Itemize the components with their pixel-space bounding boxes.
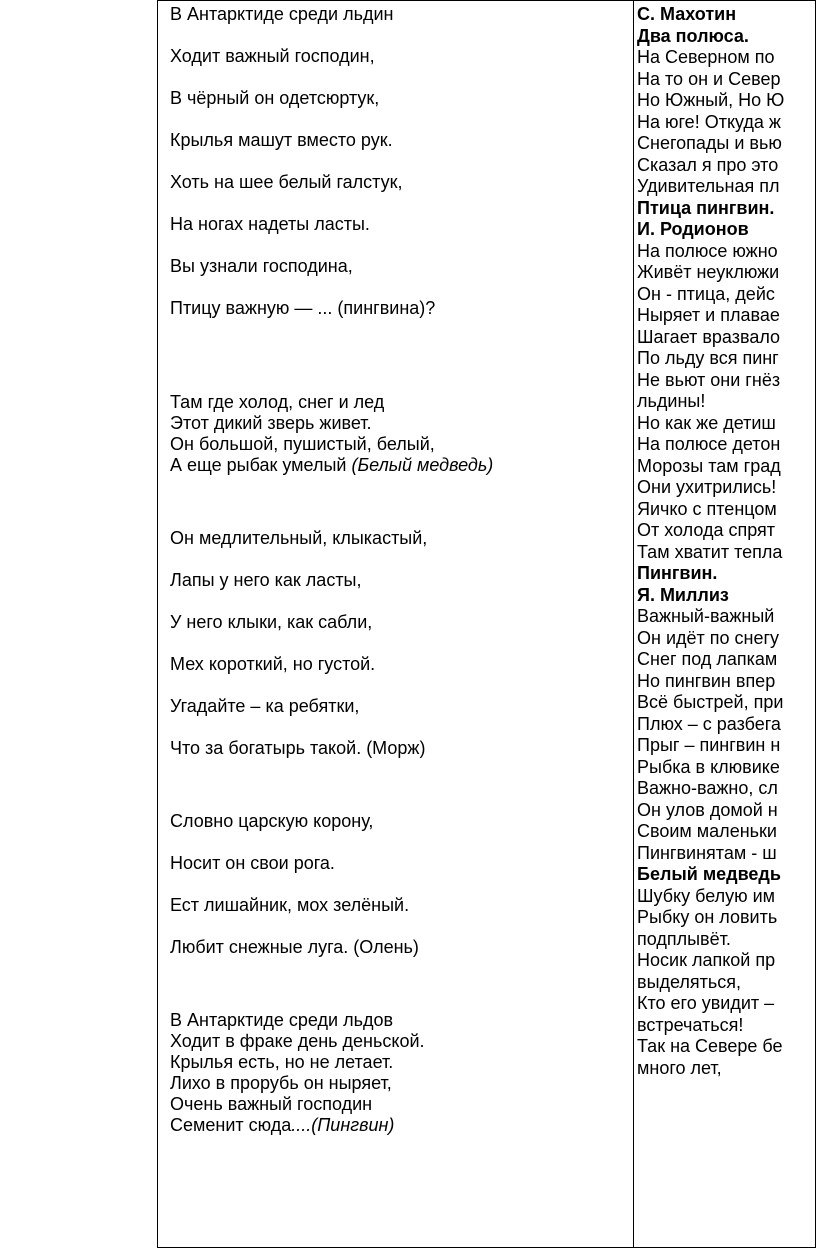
poem-line: Важный-важный [637, 606, 775, 626]
poem-heading: Белый медведь [637, 864, 781, 884]
poems-column [637, 4, 816, 1244]
riddle-line: Хоть на шее белый галстук, [170, 172, 403, 192]
poem-line: Морозы там град [637, 455, 781, 476]
riddle-line: Ест лишайник, мох зелёный. [170, 895, 410, 915]
poem-line: выделяться, [637, 971, 742, 992]
riddle-line: Вы узнали господина, [170, 256, 353, 276]
poem-line: Так на Севере бе [637, 1036, 783, 1056]
riddle-walrus [170, 528, 628, 759]
poem-line: На юге! Откуда ж [637, 111, 781, 132]
riddle-line-text: Семенит сюда [170, 1115, 292, 1135]
riddle-line: Что за богатырь такой. (Морж) [170, 738, 426, 758]
poem-line: По льду вся пинг [637, 348, 779, 368]
riddle-line: Птицу важную — ... (пингвина)? [170, 298, 436, 318]
riddle-line: Ходит в фраке день деньской. [170, 1031, 425, 1051]
riddle-line: На ногах надеты ласты. [170, 214, 370, 234]
poem-line: Рыбку он ловить [637, 907, 778, 927]
poem-line: Рыбка в клювике [637, 756, 780, 777]
riddle-reindeer [170, 811, 628, 958]
riddle-line: Угадайте – ка ребятки, [170, 696, 360, 716]
poem-line: На полюсе южно [637, 240, 778, 261]
poem-line: Он идёт по снегу [637, 627, 780, 648]
poem-line: На полюсе детон [637, 434, 781, 454]
poem-line: Но как же детиш [637, 412, 776, 433]
riddle-line: Любит снежные луга. (Олень) [170, 937, 419, 957]
riddle-line [170, 455, 628, 476]
riddle-line: Он медлительный, клыкастый, [170, 528, 428, 548]
riddle-line-text: А еще рыбак умелый [170, 455, 352, 475]
poem-line: Но пингвин впер [637, 670, 776, 691]
poem-line: Но Южный, Но Ю [637, 90, 785, 110]
poem-line: Ныряет и плавае [637, 305, 780, 325]
poem-line: На Северном по [637, 47, 775, 67]
poem-line: Кто его увидит – [637, 993, 775, 1013]
table-border-top [157, 0, 816, 1]
poem-line: Сказал я про это [637, 154, 779, 175]
poem-heading: С. Махотин [637, 4, 737, 24]
poem-line: подплывёт. [637, 928, 731, 949]
poem-heading: Два полюса. [637, 25, 749, 46]
poem-line: Своим маленьки [637, 821, 777, 841]
riddle-line: Крылья машут вместо рук. [170, 130, 393, 150]
poem-line: много лет, [637, 1057, 722, 1078]
poem-line: Важно-важно, сл [637, 778, 778, 798]
riddle-line: Носит он свои рога. [170, 853, 335, 873]
table-border-bottom [157, 1247, 816, 1248]
poem-line: Шагает вразвало [637, 326, 781, 347]
riddle-line: В Антарктиде среди льдин [170, 4, 394, 24]
riddle-answer: ....(Пингвин) [291, 1115, 395, 1135]
riddle-line: Лихо в прорубь он ныряет, [170, 1073, 392, 1093]
riddle-line: Очень важный господин [170, 1094, 373, 1114]
riddle-line: Крылья есть, но не летает. [170, 1052, 394, 1072]
poem-line: Он улов домой н [637, 799, 778, 820]
poem-heading: Птица пингвин. [637, 197, 775, 218]
riddle-line: Ходит важный господин, [170, 46, 375, 66]
riddle-penguin-2 [170, 1010, 628, 1136]
riddle-line: В Антарктиде среди льдов [170, 1010, 394, 1030]
poem-line: Там хватит тепла [637, 541, 783, 562]
poem-line: На то он и Север [637, 68, 781, 89]
poem-line: Он - птица, дейс [637, 283, 775, 304]
poem-line: Яичко с птенцом [637, 498, 777, 519]
poem-line: Всё быстрей, при [637, 692, 784, 712]
poem-line: Удивительная пл [637, 176, 780, 196]
table-border-left [157, 0, 158, 1248]
table-border-middle [633, 0, 634, 1248]
riddle-line: Там где холод, снег и лед [170, 392, 385, 412]
poem-line: льдины! [637, 391, 706, 411]
riddle-penguin-1 [170, 4, 628, 319]
poem-line: Снег под лапкам [637, 649, 778, 669]
riddle-polar-bear [170, 392, 628, 476]
poem-line: Не вьют они гнёз [637, 369, 781, 390]
riddles-column [170, 4, 628, 1244]
poem-line: Плюх – с разбега [637, 713, 781, 734]
poem-line: Прыг – пингвин н [637, 735, 781, 755]
poem-line: Шубку белую им [637, 885, 776, 906]
riddle-line: Мех короткий, но густой. [170, 654, 376, 674]
riddle-line: Он большой, пушистый, белый, [170, 434, 435, 454]
riddle-line: Лапы у него как ласты, [170, 570, 362, 590]
poem-heading: Пингвин. [637, 563, 718, 583]
riddle-line: Этот дикий зверь живет. [170, 413, 372, 433]
poem-line: От холода спрят [637, 520, 776, 540]
poem-heading: Я. Миллиз [637, 584, 729, 605]
riddle-answer: (Белый медведь) [351, 455, 494, 475]
poem-line: встречаться! [637, 1014, 744, 1035]
poem-line: Пингвинятам - ш [637, 842, 777, 863]
riddle-line [170, 1115, 628, 1136]
riddle-line: У него клыки, как сабли, [170, 612, 373, 632]
poem-line: Носик лапкой пр [637, 950, 776, 970]
riddle-line: В чёрный он одетсюртук, [170, 88, 380, 108]
poem-line: Они ухитрились! [637, 477, 777, 497]
poem-line: Живёт неуклюжи [637, 262, 780, 282]
riddle-line: Словно царскую корону, [170, 811, 374, 831]
poem-heading: И. Родионов [637, 219, 749, 239]
poem-line: Снегопады и вью [637, 133, 782, 153]
